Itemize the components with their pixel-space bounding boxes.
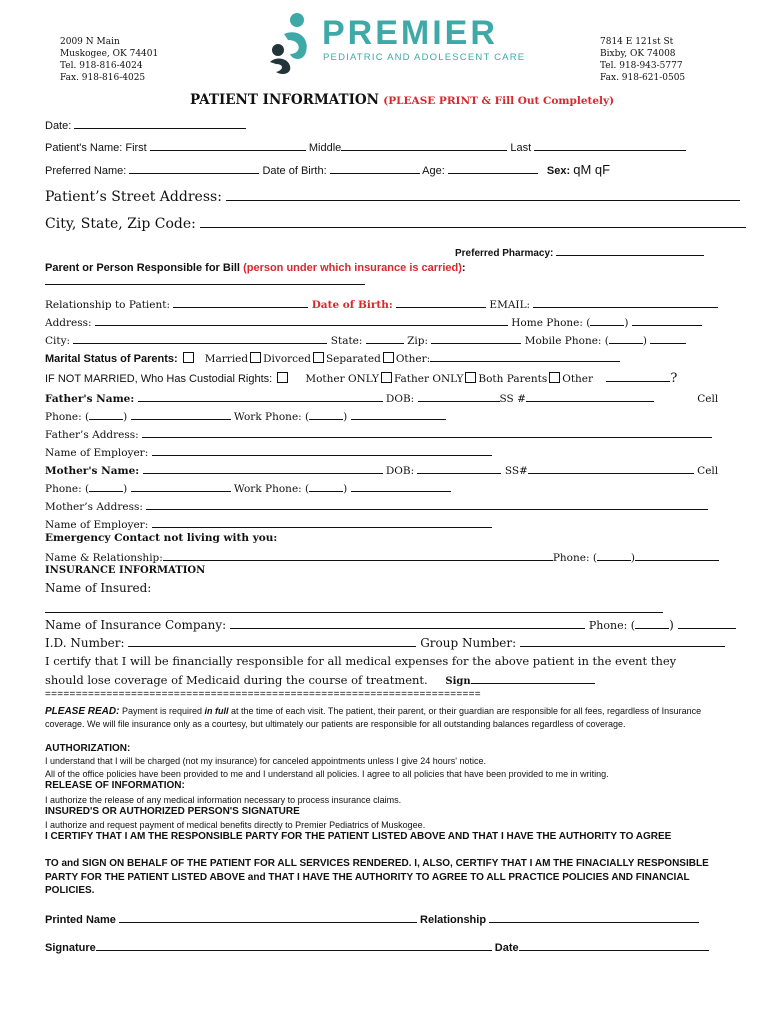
pharmacy-label: Preferred Pharmacy:	[455, 248, 554, 259]
date-label: Date:	[45, 120, 72, 132]
marital-checkbox[interactable]	[183, 352, 194, 363]
please-read-text: Payment is required	[119, 706, 205, 716]
custodial-options	[305, 373, 677, 385]
city-state-zip-label: City, State, Zip Code:	[45, 216, 196, 232]
first-name-label: Patient's Name: First	[45, 142, 147, 154]
group-number-field[interactable]	[520, 635, 725, 647]
id-number-field[interactable]	[128, 635, 416, 647]
father-only-label: Father ONLY	[393, 373, 464, 385]
father-name-field[interactable]	[138, 390, 383, 402]
last-name-field[interactable]	[534, 139, 686, 151]
close-paren: )	[123, 411, 128, 423]
authorization-line-1: I understand that I will be charged (not my insurance) for canceled appointments unless I give 24 hours' notice.	[45, 756, 486, 766]
sex-label: Sex:	[546, 165, 571, 177]
father-employer-row	[45, 444, 492, 459]
release-heading: RELEASE OF INFORMATION:	[45, 780, 185, 791]
city-state-zip-field[interactable]	[200, 216, 746, 228]
insurance-phone-area-field[interactable]	[635, 617, 669, 629]
form-title	[190, 92, 614, 108]
mother-cell-label: Cell	[697, 465, 719, 477]
age-label: Age:	[422, 165, 445, 177]
father-only-checkbox[interactable]	[381, 372, 392, 383]
father-work-phone-label: Work Phone: (	[233, 411, 310, 423]
father-address-label: Father’s Address:	[45, 429, 139, 441]
mobile-phone-area-field[interactable]	[609, 332, 643, 344]
signature-field[interactable]	[96, 939, 492, 951]
father-phone-row	[45, 408, 446, 423]
mother-ss-field[interactable]	[528, 462, 694, 474]
date-row	[45, 117, 246, 132]
emergency-phone-area-field[interactable]	[597, 549, 631, 561]
father-work-phone-field[interactable]	[351, 408, 446, 420]
mother-dob-label: DOB:	[385, 465, 415, 477]
mobile-phone-field[interactable]	[650, 332, 686, 344]
close-paren: )	[343, 411, 348, 423]
footer-date-field[interactable]	[519, 939, 709, 951]
mother-dob-field[interactable]	[417, 462, 501, 474]
father-employer-field[interactable]	[152, 444, 492, 456]
emergency-heading: Emergency Contact not living with you:	[45, 532, 278, 544]
preferred-name-row	[45, 162, 610, 177]
mother-work-phone-label: Work Phone: (	[233, 483, 310, 495]
email-label: EMAIL:	[489, 299, 531, 311]
group-number-label: Group Number:	[420, 636, 517, 650]
last-name-label: Last	[510, 142, 532, 154]
other-custodial-field[interactable]	[606, 370, 670, 382]
relationship-row	[45, 296, 718, 311]
parent-heading	[45, 262, 466, 274]
middle-name-label: Middle	[308, 142, 342, 154]
mother-phone-field[interactable]	[131, 480, 231, 492]
mother-phone-area-field[interactable]	[89, 480, 123, 492]
other-custodial-checkbox[interactable]	[549, 372, 560, 383]
bixby-office-address	[600, 36, 685, 84]
parent-city-field[interactable]	[73, 332, 327, 344]
father-dob-field[interactable]	[418, 390, 500, 402]
id-number-label: I.D. Number:	[45, 636, 125, 650]
footer-date-label: Date	[494, 942, 519, 954]
signature-label: Signature	[45, 942, 96, 954]
marital-label: Marital Status of Parents:	[45, 353, 178, 365]
father-employer-label: Name of Employer:	[45, 447, 149, 459]
father-phone-field[interactable]	[131, 408, 231, 420]
parent-heading-note: (person under which insurance is carried)	[243, 262, 462, 274]
married-label: Married	[204, 353, 249, 365]
mother-only-label: Mother ONLY	[305, 373, 379, 385]
id-group-row	[45, 635, 725, 650]
father-cell-label: Cell	[697, 393, 719, 405]
parent-dob-field[interactable]	[396, 296, 486, 308]
other-checkbox[interactable]	[383, 352, 394, 363]
street-address-label: Patient’s Street Address:	[45, 189, 222, 205]
sign-label: Sign	[445, 676, 471, 687]
release-line-1: I authorize the release of any medical information necessary to process insurance claims.	[45, 795, 402, 805]
father-name-label: Father's Name:	[45, 393, 135, 405]
footer-relationship-field[interactable]	[489, 911, 699, 923]
home-phone-label: Home Phone: (	[511, 317, 591, 329]
address-line: Fax. 918-621-0505	[600, 73, 686, 83]
emergency-phone-field[interactable]	[635, 549, 719, 561]
parent-name-field[interactable]	[45, 284, 365, 285]
certify-responsible-2: TO and SIGN ON BEHALF OF THE PATIENT FOR ALL SERVICES RENDERED. I, ALSO, CERTIFY THAT I AM THE FINACIALLY RESPONSIBLE PARTY FOR THE PATIENT LISTED ABOVE and THAT I HAVE THE AUTHORITY TO AGREE TO ALL PRACTICE POLICIES AND FINANCIAL POLICIES.	[45, 858, 709, 896]
certify-responsible-1: I CERTIFY THAT I AM THE RESPONSIBLE PARTY FOR THE PATIENT LISTED ABOVE AND THAT I HAVE THE AUTHORITY TO AGREE	[45, 831, 672, 842]
middle-name-field[interactable]	[341, 139, 507, 151]
address-line: Bixby, OK 74008	[600, 49, 676, 59]
mother-name-row	[45, 462, 718, 477]
parent-heading-label: Parent or Person Responsible for Bill	[45, 262, 240, 274]
mother-address-row	[45, 498, 708, 513]
preferred-name-label: Preferred Name:	[45, 165, 127, 177]
parent-city-label: City:	[45, 335, 71, 347]
mother-employer-field[interactable]	[152, 516, 492, 528]
address-line: Muskogee, OK 74401	[60, 49, 159, 59]
printed-name-label: Printed Name	[45, 914, 116, 926]
father-name-row	[45, 390, 718, 405]
in-full-emphasis: in full	[204, 706, 229, 716]
parent-dob-label: Date of Birth:	[311, 299, 393, 311]
authorization-line-2: All of the office policies have been provided to me and I understand all policies. I agree to all policies that have been provided to me in writing.	[45, 769, 609, 779]
father-ss-field[interactable]	[526, 390, 654, 402]
mother-name-field[interactable]	[143, 462, 383, 474]
father-address-row	[45, 426, 712, 441]
divorced-label: Divorced	[263, 353, 311, 365]
parent-state-label: State:	[330, 335, 363, 347]
close-paren: )	[123, 483, 128, 495]
patient-name-row	[45, 139, 686, 154]
title-note: (PLEASE PRINT & Fill Out Completely)	[383, 95, 615, 107]
preferred-name-field[interactable]	[129, 162, 259, 174]
emergency-row	[45, 549, 719, 564]
street-address-field[interactable]	[226, 189, 740, 201]
insured-label: Name of Insured:	[45, 581, 152, 595]
parent-city-row	[45, 332, 686, 347]
insured-signature-heading: INSURED'S OR AUTHORIZED PERSON'S SIGNATURE	[45, 806, 300, 817]
father-address-field[interactable]	[142, 426, 712, 438]
parent-address-row	[45, 314, 702, 329]
city-state-zip-row	[45, 216, 746, 232]
certify-line-1: I certify that I will be financially responsible for all medical expenses for the above patient in the event they	[45, 654, 677, 668]
patient-dob-field[interactable]	[330, 162, 420, 174]
other-custodial-label: Other	[562, 373, 594, 385]
custodial-row	[45, 370, 677, 386]
marital-row	[45, 350, 620, 365]
emergency-name-field[interactable]	[163, 549, 553, 561]
parent-zip-label: Zip:	[407, 335, 429, 347]
age-field[interactable]	[448, 162, 538, 174]
sex-options[interactable]: qM qF	[573, 162, 611, 177]
insurance-heading: INSURANCE INFORMATION	[45, 565, 206, 576]
father-dob-label: DOB:	[385, 393, 415, 405]
pharmacy-row	[455, 244, 704, 259]
insured-field[interactable]	[45, 612, 663, 613]
father-work-area-field[interactable]	[309, 408, 343, 420]
close-paren: )	[630, 552, 636, 564]
email-field[interactable]	[533, 296, 718, 308]
mobile-phone-label: Mobile Phone: (	[524, 335, 609, 347]
logo-wordmark: PREMIER	[322, 14, 498, 52]
insurance-company-label: Name of Insurance Company:	[45, 618, 227, 632]
question-mark: ?	[670, 371, 678, 386]
certify-line-2	[45, 672, 595, 687]
insurance-company-field[interactable]	[230, 617, 585, 629]
please-read-text-2: at the time of each visit. The patient, their parent, or their guardian are responsible for all fees, regardless of Insurance coverage. We will file insurance only as a courtesy, but ultimately our patients are responsible for all outstanding balances regardless of coverage.	[45, 706, 702, 729]
emergency-phone-label: Phone: (	[552, 552, 597, 564]
sign-field[interactable]	[471, 672, 595, 684]
footer-relationship-label: Relationship	[420, 914, 487, 926]
signature-row	[45, 939, 709, 954]
mother-employer-row	[45, 516, 492, 531]
address-line: 7814 E 121st St	[600, 37, 674, 47]
mother-ss-label: SS#	[504, 465, 528, 477]
father-ss-label: SS #	[499, 393, 526, 405]
other-label: Other:	[395, 353, 431, 365]
authorization-heading: AUTHORIZATION:	[45, 743, 131, 754]
relationship-field[interactable]	[173, 296, 308, 308]
pharmacy-field[interactable]	[556, 244, 704, 256]
mother-employer-label: Name of Employer:	[45, 519, 149, 531]
close-paren: )	[624, 317, 629, 329]
parent-state-field[interactable]	[366, 332, 404, 344]
logo-tagline: PEDIATRIC AND ADOLESCENT CARE	[323, 52, 526, 63]
address-line: Tel. 918-943-5777	[600, 61, 683, 71]
parent-zip-field[interactable]	[431, 332, 521, 344]
custodial-label: IF NOT MARRIED, Who Has Custodial Rights:	[45, 373, 273, 385]
home-phone-area-field[interactable]	[590, 314, 624, 326]
printed-name-field[interactable]	[119, 911, 417, 923]
father-phone-area-field[interactable]	[89, 408, 123, 420]
close-paren: )	[642, 335, 648, 347]
mother-phone-label: Phone: (	[45, 483, 90, 495]
parent-address-field[interactable]	[95, 314, 508, 326]
parent-heading-colon: :	[461, 262, 466, 274]
premier-logo-icon	[262, 10, 318, 78]
home-phone-field[interactable]	[632, 314, 702, 326]
title-main: PATIENT INFORMATION	[190, 92, 379, 108]
mother-name-label: Mother's Name:	[45, 465, 140, 477]
both-parents-label: Both Parents	[478, 373, 548, 385]
insured-signature-line-1: I authorize and request payment of medical benefits directly to Premier Pediatrics of Muskogee.	[45, 820, 426, 830]
father-phone-label: Phone: (	[45, 411, 90, 423]
please-read-label: PLEASE READ:	[45, 706, 120, 717]
divorced-checkbox[interactable]	[250, 352, 261, 363]
both-parents-checkbox[interactable]	[465, 372, 476, 383]
date-field[interactable]	[74, 117, 246, 129]
separated-checkbox[interactable]	[313, 352, 324, 363]
custodial-checkbox[interactable]	[277, 372, 288, 383]
first-name-field[interactable]	[150, 139, 306, 151]
close-paren: )	[343, 483, 348, 495]
mother-work-phone-field[interactable]	[351, 480, 451, 492]
emergency-name-label: Name & Relationship:	[45, 552, 163, 564]
patient-dob-label: Date of Birth:	[262, 165, 327, 177]
certify-text: should lose coverage of Medicaid during the course of treatment.	[45, 673, 428, 687]
mother-work-area-field[interactable]	[309, 480, 343, 492]
printed-name-row	[45, 911, 699, 926]
marital-options	[205, 353, 620, 365]
mother-address-field[interactable]	[146, 498, 708, 510]
other-field[interactable]	[430, 350, 620, 362]
insurance-company-row	[45, 617, 736, 632]
please-read-paragraph	[45, 705, 725, 730]
relationship-label: Relationship to Patient:	[45, 299, 171, 311]
insurance-phone-field[interactable]	[678, 617, 736, 629]
address-line: 2009 N Main	[60, 37, 120, 47]
divider: =======================================================================	[45, 689, 481, 700]
mother-address-label: Mother’s Address:	[45, 501, 143, 513]
separated-label: Separated	[325, 353, 381, 365]
insurance-phone-label: Phone: (	[588, 619, 636, 632]
mother-phone-row	[45, 480, 451, 495]
close-paren: )	[669, 618, 674, 632]
street-address-row	[45, 189, 740, 205]
address-line: Fax. 918-816-4025	[60, 73, 146, 83]
muskogee-office-address	[60, 36, 158, 84]
address-line: Tel. 918-816-4024	[60, 61, 143, 71]
parent-address-label: Address:	[45, 317, 92, 329]
